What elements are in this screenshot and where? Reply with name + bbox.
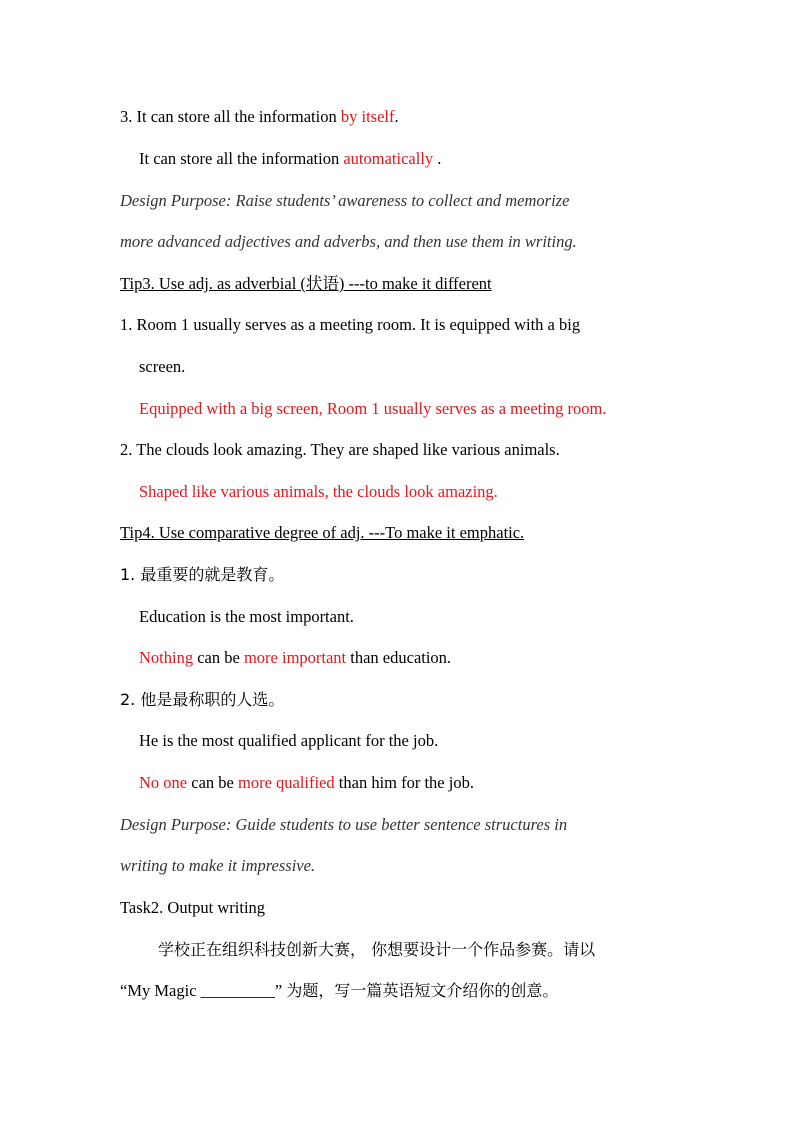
tip3-example-2: 2. The clouds look amazing. They are shaped like various animals. [120, 440, 560, 459]
tip3-example-2-answer: Shaped like various animals, the clouds look amazing. [139, 482, 498, 501]
design-purpose-1-line-1: Design Purpose: Raise students’ awareness to collect and memorize [120, 191, 570, 210]
task2-prompt-instruction: 为题，写一篇英语短文介绍你的创意。 [286, 981, 559, 1000]
example-3-rewrite-line [139, 148, 441, 170]
tip4-example-1-answer [139, 647, 451, 669]
tip4-heading: Tip4. Use comparative degree of adj. ---To make it emphatic. [120, 523, 525, 542]
tip4-example-2-english: He is the most qualified applicant for the job. [139, 731, 439, 750]
design-purpose-2-line-2: writing to make it impressive. [120, 856, 316, 875]
tip4-example-1-answer-part-4: than education. [346, 648, 452, 667]
example-3-rewrite-text: It can store all the information [139, 149, 344, 168]
example-3-rewrite-period: . [433, 149, 442, 168]
example-3-rewrite-highlight: automatically [343, 149, 434, 168]
example-3-highlight: by itself [340, 107, 395, 126]
tip4-example-1-answer-part-2: can be [193, 648, 244, 667]
example-3-text: 3. It can store all the information [120, 107, 341, 126]
tip4-example-2-answer-part-1: No one [139, 773, 188, 792]
tip4-example-2-chinese: 2. 他是最称职的人选。 [120, 690, 285, 709]
tip4-example-1-english: Education is the most important. [139, 607, 354, 626]
tip4-example-2-answer [139, 772, 474, 794]
design-purpose-2-line-1: Design Purpose: Guide students to use better sentence structures in [120, 815, 568, 834]
task2-heading: Task2. Output writing [120, 898, 266, 917]
task2-prompt-line-2 [120, 980, 558, 1002]
tip3-heading [120, 273, 492, 295]
tip3-example-1-answer: Equipped with a big screen, Room 1 usually serves as a meeting room. [139, 399, 607, 418]
tip4-example-1-answer-part-3: more important [243, 648, 347, 667]
design-purpose-1-line-2: more advanced adjectives and adverbs, and then use them in writing. [120, 232, 577, 251]
tip4-example-2-answer-part-4: than him for the job. [334, 773, 474, 792]
tip4-example-2-answer-part-2: can be [187, 773, 238, 792]
example-3-period: . [394, 107, 399, 126]
tip3-example-1-line-2: screen. [139, 357, 186, 376]
example-3-line [120, 106, 399, 128]
tip4-example-2-answer-part-3: more qualified [237, 773, 335, 792]
tip3-heading-text: Tip3. Use adj. as adverbial (状语) ---to make it different [120, 274, 492, 293]
tip3-example-1-line-1: 1. Room 1 usually serves as a meeting room. It is equipped with a big [120, 315, 581, 334]
task2-prompt-title: “My Magic _________” [120, 981, 287, 1000]
task2-prompt-line-1: 学校正在组织科技创新大赛， 你想要设计一个作品参赛。请以 [158, 940, 596, 959]
tip4-example-1-chinese: 1. 最重要的就是教育。 [120, 565, 285, 584]
tip4-example-1-answer-part-1: Nothing [139, 648, 194, 667]
